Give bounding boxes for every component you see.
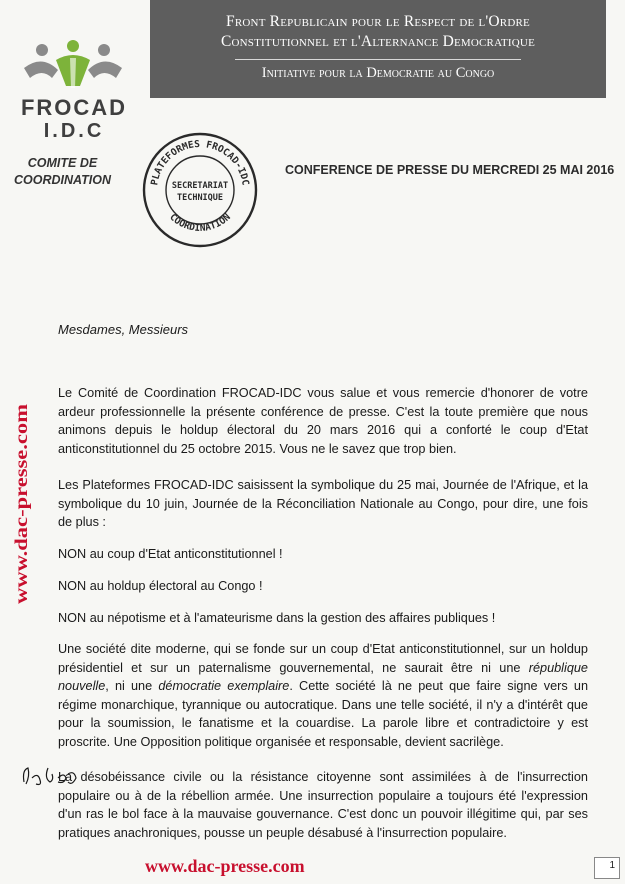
- header-line-1: Front Republicain pour le Respect de l'Ordre: [226, 13, 530, 30]
- footer-url[interactable]: www.dac-presse.com: [145, 856, 305, 876]
- header-banner: [150, 0, 606, 98]
- paragraph-3-italic-2: démocratie exemplaire: [158, 679, 290, 694]
- conference-title: CONFERENCE DE PRESSE DU MERCREDI 25 MAI 2016: [285, 163, 615, 177]
- paragraph-4: La désobéissance civile ou la résistance citoyenne sont assimilées à de l'insurrection populaire ou à de la rébellion armée. Une insurrection populaire a toujours été l'expression d'un ras le bol face à la mauvaise gouvernance. C'est donc un pouvoir illégitime qui, par ses pratiques anachroniques, pousse un peuple désabusé à l'insurrection populaire.: [58, 770, 588, 840]
- committee-label: [0, 155, 125, 189]
- header-divider: [235, 59, 521, 60]
- non-statement-2: NON au holdup électoral au Congo !: [58, 579, 263, 593]
- non-statement-3: NON au népotisme et à l'amateurisme dans la gestion des affaires publiques !: [58, 611, 496, 625]
- stamp-center-line-2: TECHNIQUE: [176, 193, 224, 203]
- svg-text:COORDINATION: [167, 212, 233, 234]
- header-line-3: Initiative pour la Democratie au Congo: [261, 65, 495, 81]
- page-number: 1: [594, 857, 620, 879]
- committee-line-2: COORDINATION: [14, 173, 111, 187]
- logo-subtitle: I.D.C: [43, 120, 105, 142]
- side-watermark-text: www.dac-presse.com: [11, 448, 31, 604]
- committee-line-1: COMITE DE: [27, 156, 98, 170]
- non-statement-1: NON au coup d'Etat anticonstitutionnel !: [58, 547, 283, 561]
- stamp-top-text: PLATEFORMES FROCAD-IDC: [149, 138, 251, 187]
- stamp-bottom-text: COORDINATION: [167, 211, 233, 234]
- header-line-2: Constitutionnel et l'Alternance Democratique: [220, 33, 535, 50]
- secretariat-stamp: [135, 120, 265, 250]
- greeting: Mesdames, Messieurs: [58, 322, 189, 337]
- paragraph-2: Les Plateformes FROCAD-IDC saisissent la symbolique du 25 mai, Journée de l'Afrique, et la symbolique du 10 juin, Journée de la Réconciliation Nationale au Congo, pour dire, une fois de plus :: [58, 478, 588, 530]
- logo-name: FROCAD: [20, 95, 128, 120]
- handwritten-annotation-icon: [20, 760, 80, 790]
- stamp-center-line-1: SECRETARIAT: [171, 181, 229, 191]
- paragraph-3: [58, 640, 588, 752]
- paragraph-1: Le Comité de Coordination FROCAD-IDC vous salue et vous remercie d'honorer de votre ardeur professionnelle la présente conférence de presse. C'est la toute première que nous animons depuis le holdup électoral du 20 mars 2016 qui a conforté le coup d'Etat anticonstitutionnel du 25 octobre 2015. Vous ne le savez que trop bien.: [58, 386, 588, 456]
- paragraph-3-part-c: . Cette société là ne peut que faire signe vers un régime monarchique, tyrannique ou autocratique. Dans une telle société, il n'y a d'intérêt que pour la soumission, le fanatisme et la couardise. La parole libre et contradictoire y est proscrite. Une Opposition politique organisée et responsable, devient sacrilège.: [58, 679, 589, 749]
- frocad-logo-icon: [18, 38, 128, 98]
- paragraph-3-part-a: Une société dite moderne, qui se fonde sur un coup d'Etat anticonstitutionnel, sur un holdup présidentiel et sur un paternalisme gouvernemental, ne saurait être ni une: [58, 642, 588, 675]
- paragraph-3-part-b: , ni une: [105, 679, 159, 694]
- paragraph-3-italic-1: république nouvelle: [58, 660, 588, 694]
- side-watermark: [8, 400, 34, 605]
